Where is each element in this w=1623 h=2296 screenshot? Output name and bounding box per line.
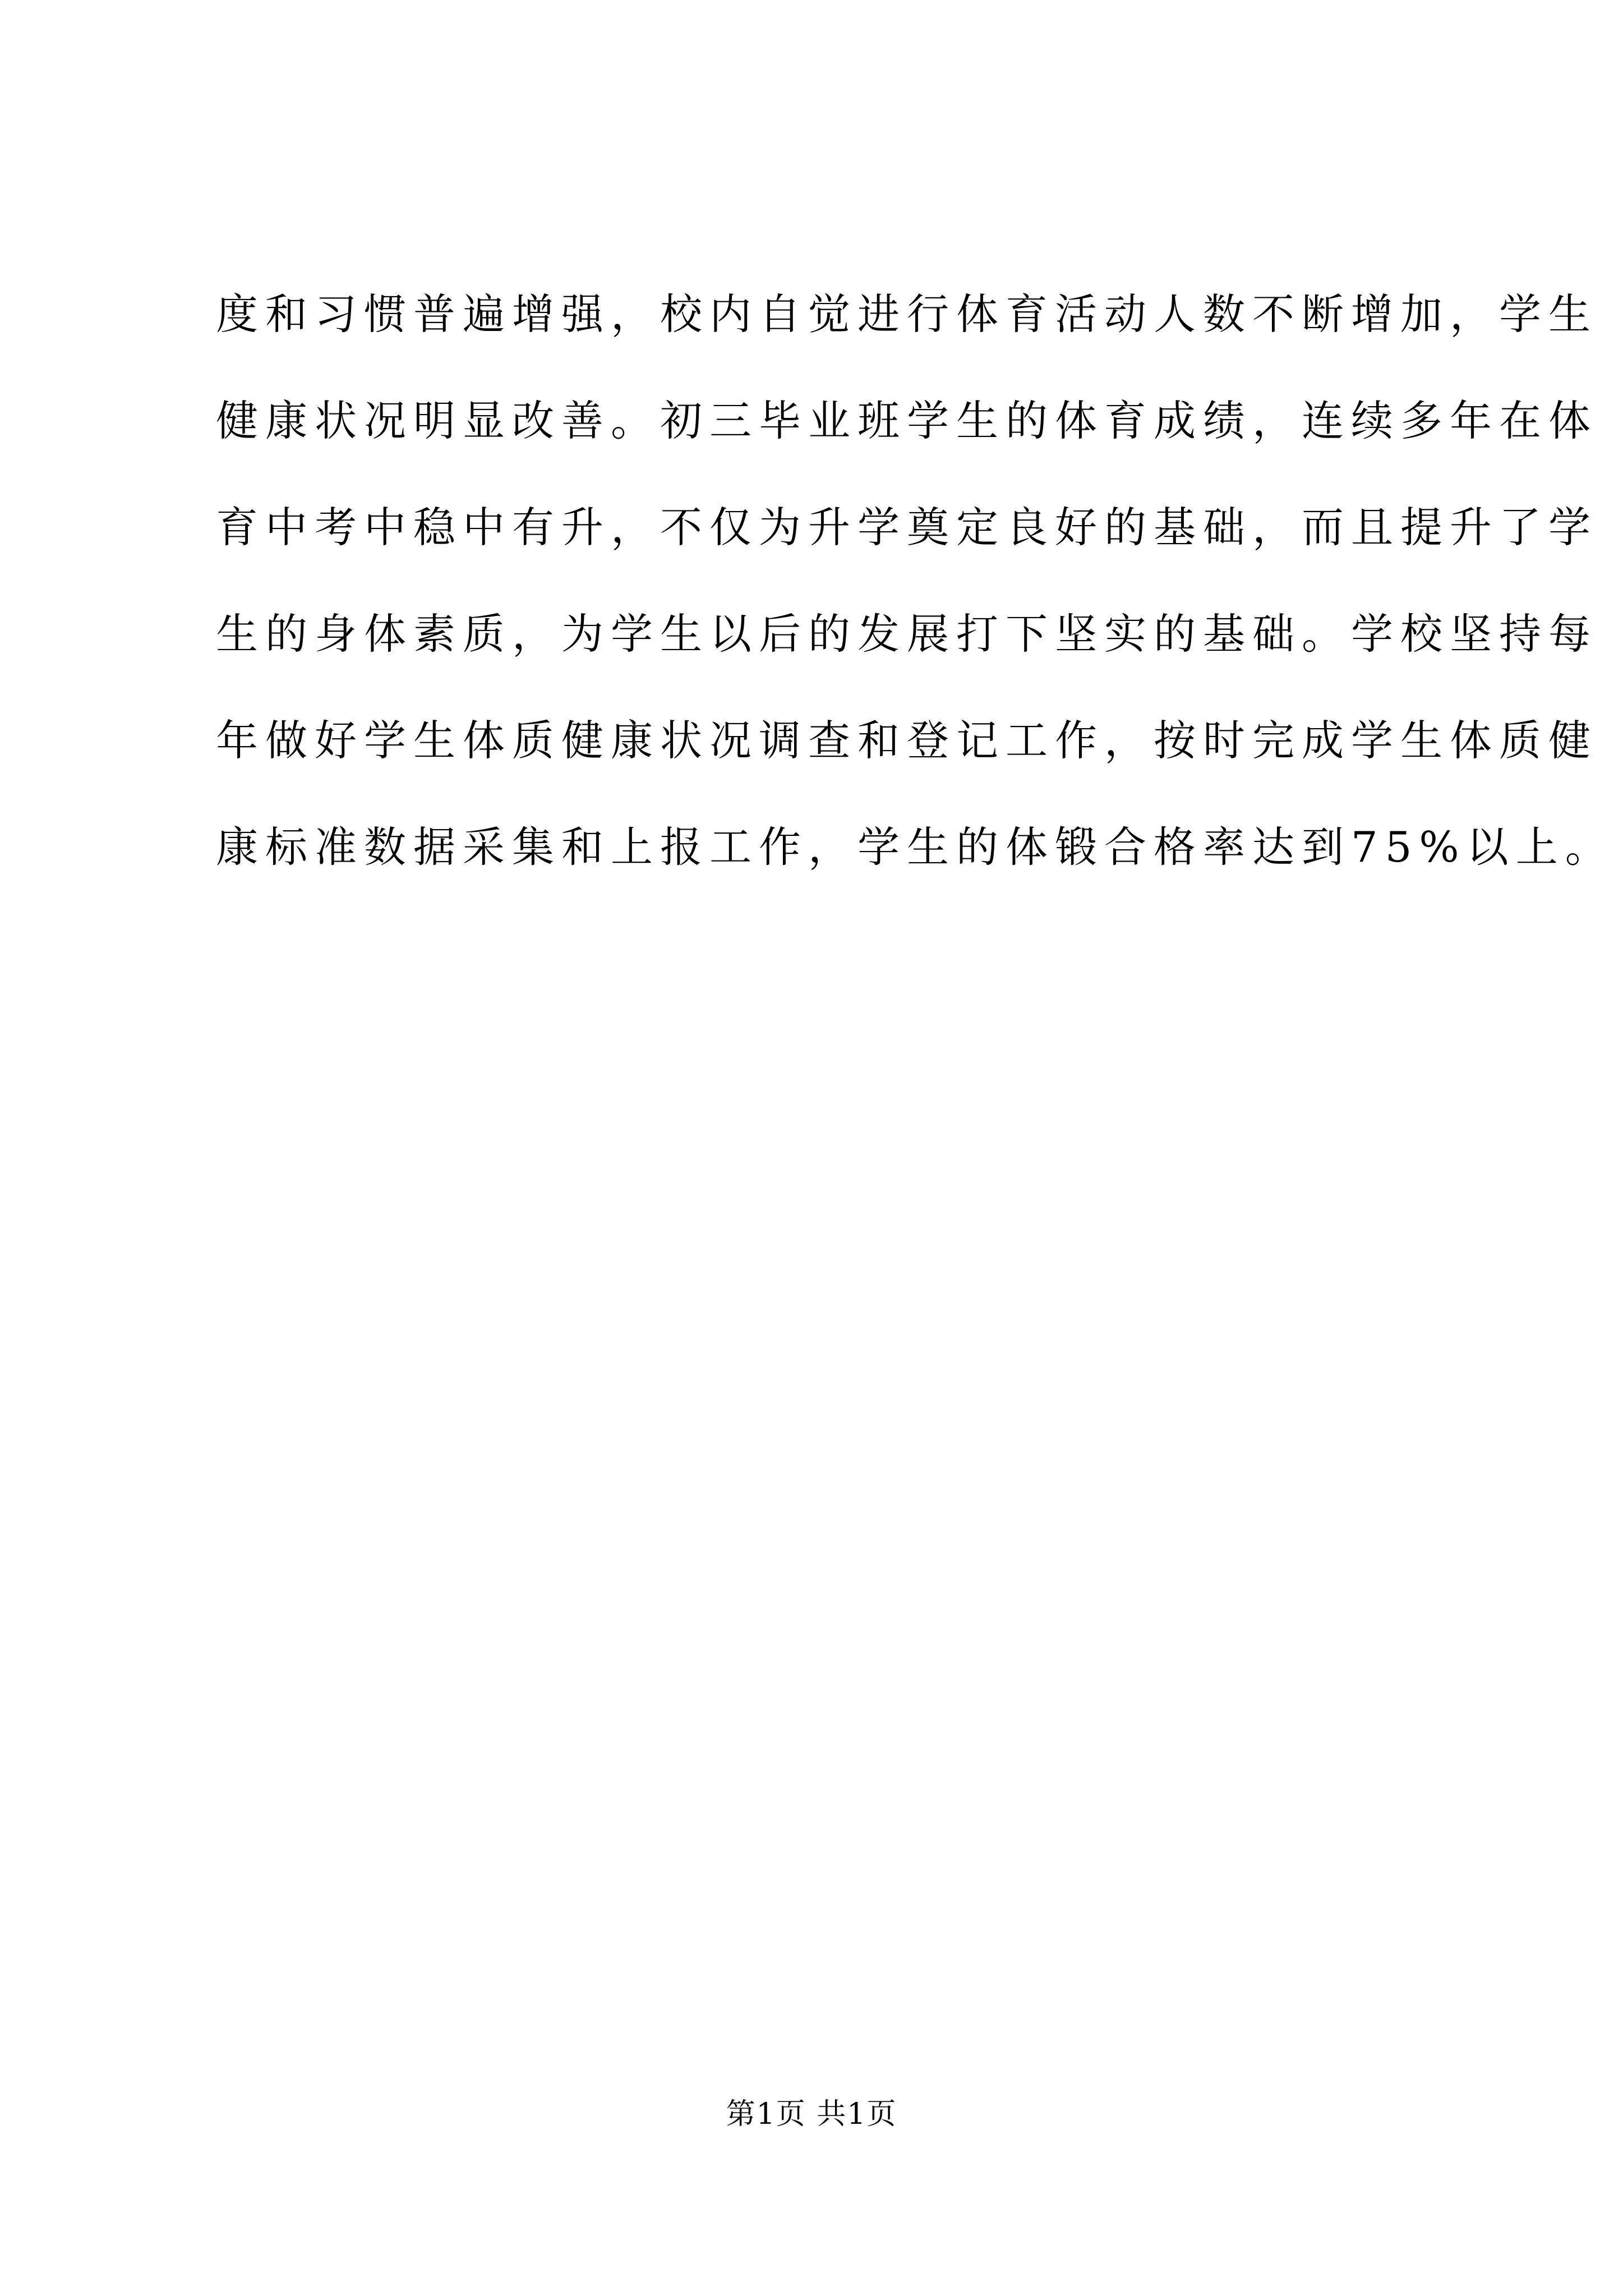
paragraph-line: 健康状况明显改善。初三毕业班学生的体育成绩，连续多年在体 (216, 396, 1598, 445)
paragraph-line: 度和习惯普遍增强，校内自觉进行体育活动人数不断增加，学生 (216, 289, 1598, 339)
paragraph-line: 年做好学生体质健康状况调查和登记工作，按时完成学生体质健 (216, 716, 1598, 765)
paragraph-line: 生的身体素质，为学生以后的发展打下坚实的基础。学校坚持每 (216, 609, 1598, 659)
paragraph-line: 育中考中稳中有升，不仅为升学奠定良好的基础，而且提升了学 (216, 503, 1598, 552)
body-paragraph (216, 261, 1615, 900)
page-footer: 第1页 共1页 (726, 2097, 897, 2131)
paragraph-line: 康标准数据采集和上报工作，学生的体锻合格率达到75%以上。 (216, 822, 1615, 872)
